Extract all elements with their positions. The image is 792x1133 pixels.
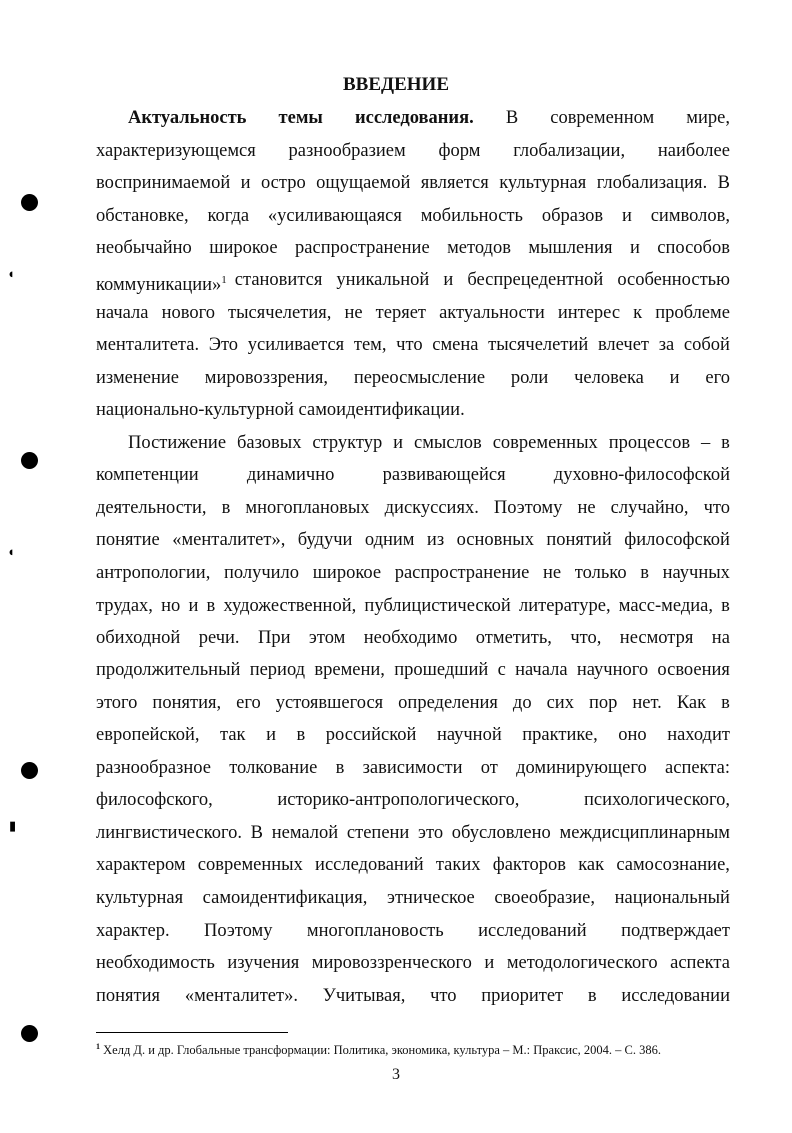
word: приоритет: [481, 986, 564, 1006]
word: что: [396, 335, 423, 355]
word: Учитывая,: [322, 986, 406, 1006]
word: человека: [574, 368, 644, 388]
p1-line-10: национально-культурной самоидентификации.: [96, 400, 465, 420]
word: не: [577, 498, 596, 518]
p2-line-8: [96, 659, 730, 681]
word: Актуальность: [128, 108, 247, 128]
word: исследовании: [621, 986, 730, 1006]
word: в: [721, 596, 730, 616]
p2-line-17: [96, 952, 730, 974]
word: в: [587, 986, 597, 1006]
word: антропологии,: [96, 563, 211, 583]
word: к: [633, 303, 643, 323]
p2-line-1: [128, 432, 730, 454]
word: теряет: [375, 303, 427, 323]
word: разнообразием: [288, 141, 406, 161]
word: культурная: [96, 888, 184, 908]
p1-line-9: [96, 367, 730, 389]
word: что: [703, 498, 730, 518]
word: в: [335, 758, 345, 778]
word: Поэтому: [493, 498, 563, 518]
word: этом: [308, 628, 346, 648]
word: освоения: [657, 660, 730, 680]
binder-hole-4: [21, 1025, 38, 1042]
word: только: [574, 563, 627, 583]
word: начала: [96, 303, 149, 323]
word: своеобразие,: [494, 888, 596, 908]
word: нового: [161, 303, 215, 323]
word: тысячелетий: [488, 335, 589, 355]
word: с: [497, 660, 506, 680]
scan-speck-2: ◖: [7, 544, 15, 559]
word: получило: [223, 563, 300, 583]
binder-hole-1: [21, 194, 38, 211]
word: историко-антропологического,: [277, 790, 520, 810]
word: многоплановых: [245, 498, 370, 518]
word: не: [543, 563, 562, 583]
word: научного: [576, 660, 649, 680]
word: этого: [96, 693, 138, 713]
word: прошедший: [394, 660, 489, 680]
word: процессов: [608, 433, 691, 453]
word: мышления: [528, 238, 613, 258]
word: в: [721, 693, 730, 713]
word: остро: [260, 173, 306, 193]
word: влечет: [597, 335, 650, 355]
word: но: [161, 596, 181, 616]
word: времени,: [314, 660, 385, 680]
word: европейской,: [96, 725, 200, 745]
word: многоплановость: [306, 921, 444, 941]
footnote-divider: [96, 1032, 288, 1033]
word: и: [266, 725, 276, 745]
word: обусловлено: [451, 823, 551, 843]
word: российской: [325, 725, 417, 745]
word: смыслов: [414, 433, 482, 453]
word: и: [443, 270, 454, 290]
binder-hole-3: [21, 762, 38, 779]
word: философской: [624, 530, 730, 550]
word: отметить,: [475, 628, 552, 648]
word: символов,: [650, 206, 730, 226]
word: темы: [278, 108, 323, 128]
p1-line-3: [96, 172, 730, 194]
word: В: [250, 823, 264, 843]
word: художественной,: [223, 596, 357, 616]
word: его: [236, 693, 261, 713]
word: что: [430, 986, 457, 1006]
p2-line-5: [96, 562, 730, 584]
word: культурная: [499, 173, 587, 193]
word: исследований: [315, 855, 424, 875]
word: При: [257, 628, 291, 648]
word: собой: [683, 335, 730, 355]
word: продолжительный: [96, 660, 241, 680]
word: за: [658, 335, 675, 355]
word: что,: [570, 628, 602, 648]
word: духовно-философской: [553, 465, 730, 485]
word: воспринимаемой: [96, 173, 231, 193]
word: нет.: [632, 693, 662, 713]
word: способов: [657, 238, 730, 258]
word: зависимости: [362, 758, 463, 778]
word: развивающейся: [382, 465, 506, 485]
word: тем,: [353, 335, 387, 355]
word: Это: [208, 335, 239, 355]
word: находит: [667, 725, 730, 745]
word: Поэтому: [204, 921, 273, 941]
footnote-text: Хелд Д. и др. Глобальные трансформации: Политика, экономика, культура – М.: Праксис, 2004. – С. 386.: [103, 1043, 661, 1058]
word: роли: [510, 368, 549, 388]
word: это: [418, 823, 444, 843]
p1-line-1: [128, 107, 730, 129]
word: таких: [435, 855, 481, 875]
word: менталитета.: [96, 335, 200, 355]
word: усиливается: [247, 335, 345, 355]
word: является: [420, 173, 489, 193]
page-number: 3: [392, 1066, 400, 1083]
word: одним: [364, 530, 415, 550]
section-title: ВВЕДЕНИЕ: [343, 74, 449, 95]
p2-line-14: [96, 854, 730, 876]
word: аспекта: [670, 953, 730, 973]
word: современных: [197, 855, 303, 875]
p2-line-15: [96, 887, 730, 909]
word: междисциплинарным: [559, 823, 730, 843]
word: несмотря: [619, 628, 694, 648]
word: начала: [515, 660, 568, 680]
word: из: [426, 530, 445, 550]
word: факторов: [492, 855, 566, 875]
word: уникальной: [336, 270, 430, 290]
word: наиболее: [657, 141, 730, 161]
word: характеризующемся: [96, 141, 256, 161]
word: пор: [588, 693, 618, 713]
word: исследований: [478, 921, 587, 941]
word: «усиливающаяся: [267, 206, 402, 226]
word: Постижение: [128, 433, 227, 453]
word: в: [721, 433, 730, 453]
word: публицистической: [364, 596, 511, 616]
p2-line-18: [96, 985, 730, 1007]
word: как: [578, 855, 605, 875]
p1-line-6: [96, 269, 730, 296]
word: до: [512, 693, 532, 713]
p2-line-7: [96, 627, 730, 649]
word: Как: [676, 693, 707, 713]
word: случайно,: [610, 498, 689, 518]
p1-line-2: [96, 140, 730, 162]
p2-line-2: [96, 464, 730, 486]
word: сих: [546, 693, 574, 713]
word: речи.: [198, 628, 240, 648]
word: основных: [456, 530, 534, 550]
word: дискуссиях.: [384, 498, 479, 518]
word: «менталитет».: [184, 986, 298, 1006]
footnote-ref[interactable]: 1: [221, 274, 227, 286]
word: смена: [432, 335, 479, 355]
word: широкое: [209, 238, 278, 258]
word: «менталитет»,: [172, 530, 286, 550]
word: распространение: [394, 563, 530, 583]
word: в: [221, 498, 231, 518]
word: самоидентификация,: [202, 888, 368, 908]
word: и: [669, 368, 680, 388]
binder-hole-2: [21, 452, 38, 469]
footnote-number: 1: [96, 1042, 100, 1051]
word: разнообразное: [96, 758, 211, 778]
scan-speck-3: ▮: [9, 818, 17, 833]
word: мировоззрения,: [204, 368, 329, 388]
word: характер.: [96, 921, 170, 941]
word: актуальности: [439, 303, 545, 323]
word: методологического: [506, 953, 658, 973]
word: необходимо: [363, 628, 458, 648]
word: определения: [398, 693, 498, 713]
word: обстановке,: [96, 206, 189, 226]
word: самосознание,: [616, 855, 730, 875]
word: степени: [346, 823, 410, 843]
word: беспрецедентной: [467, 270, 604, 290]
p2-line-9: [96, 692, 730, 714]
p1-line-6-start: коммуникации»: [96, 275, 222, 296]
word: в: [640, 563, 649, 583]
word: В: [717, 173, 730, 193]
word: глобализация.: [596, 173, 708, 193]
word: научных: [662, 563, 730, 583]
word: практике,: [522, 725, 598, 745]
p2-line-16: [96, 920, 730, 942]
word: подтверждает: [621, 921, 730, 941]
word: так: [220, 725, 246, 745]
p2-line-11: [96, 757, 730, 779]
p1-line-7: [96, 302, 730, 324]
word: аспекта:: [665, 758, 730, 778]
word: этническое: [387, 888, 475, 908]
word: психологического,: [583, 790, 730, 810]
p1-line-4: [96, 205, 730, 227]
word: и: [240, 173, 251, 193]
word: трудах,: [96, 596, 153, 616]
word: понятие: [96, 530, 160, 550]
word: на: [711, 628, 730, 648]
word: в: [296, 725, 306, 745]
word: становится: [234, 270, 323, 290]
word: обиходной: [96, 628, 181, 648]
word: –: [701, 433, 711, 453]
word: и: [393, 433, 404, 453]
word: мировоззренческого: [311, 953, 472, 973]
word: глобализации,: [513, 141, 626, 161]
scan-speck-1: ◖: [7, 266, 15, 281]
p1-line-8: [96, 334, 730, 356]
word: и: [621, 206, 632, 226]
p2-line-3: [96, 497, 730, 519]
word: его: [705, 368, 730, 388]
word: распространение: [295, 238, 430, 258]
word: масс-медиа,: [618, 596, 713, 616]
word: национальный: [614, 888, 730, 908]
word: исследования.: [354, 108, 474, 128]
word: толкование: [229, 758, 318, 778]
word: ощущаемой: [316, 173, 411, 193]
word: оно: [618, 725, 647, 745]
p2-line-10: [96, 724, 730, 746]
word: изменение: [96, 368, 179, 388]
word: проблеме: [655, 303, 730, 323]
word: образов: [541, 206, 604, 226]
word: интерес: [557, 303, 621, 323]
word: период: [249, 660, 306, 680]
p2-line-4: [96, 529, 730, 551]
word: необычайно: [96, 238, 192, 258]
word: широкое: [312, 563, 382, 583]
word: доминирующего: [516, 758, 647, 778]
word: характером: [96, 855, 186, 875]
word: понятия: [96, 986, 161, 1006]
word: динамично: [246, 465, 335, 485]
word: и: [629, 238, 640, 258]
word: научной: [436, 725, 502, 745]
word: в: [206, 596, 216, 616]
p1-line-5: [96, 237, 730, 259]
word: деятельности,: [96, 498, 207, 518]
word: от: [480, 758, 498, 778]
word: немалой: [271, 823, 339, 843]
word: переосмысление: [353, 368, 486, 388]
word: и: [484, 953, 495, 973]
word: философского,: [96, 790, 213, 810]
word: не: [344, 303, 363, 323]
word: методов: [447, 238, 511, 258]
word: понятий: [546, 530, 612, 550]
word: форм: [438, 141, 481, 161]
word: В: [505, 108, 519, 128]
word: мире,: [686, 108, 730, 128]
word: когда: [207, 206, 250, 226]
word: компетенции: [96, 465, 199, 485]
word: и: [188, 596, 199, 616]
word: особенностью: [617, 270, 730, 290]
word: устоявшегося: [275, 693, 384, 713]
word: современном: [550, 108, 655, 128]
footnote: [96, 1042, 661, 1058]
word: современных: [492, 433, 598, 453]
p2-line-13: [96, 822, 730, 844]
p2-line-6: [96, 595, 730, 617]
word: мобильность: [420, 206, 523, 226]
p1-line-6-rest: [235, 269, 730, 296]
word: необходимость: [96, 953, 215, 973]
word: литературе,: [518, 596, 611, 616]
word: изучения: [227, 953, 300, 973]
word: будучи: [297, 530, 353, 550]
p2-line-12: [96, 789, 730, 811]
word: структур: [312, 433, 383, 453]
word: лингвистического.: [96, 823, 242, 843]
word: понятия,: [152, 693, 222, 713]
word: базовых: [236, 433, 302, 453]
word: тысячелетия,: [228, 303, 332, 323]
